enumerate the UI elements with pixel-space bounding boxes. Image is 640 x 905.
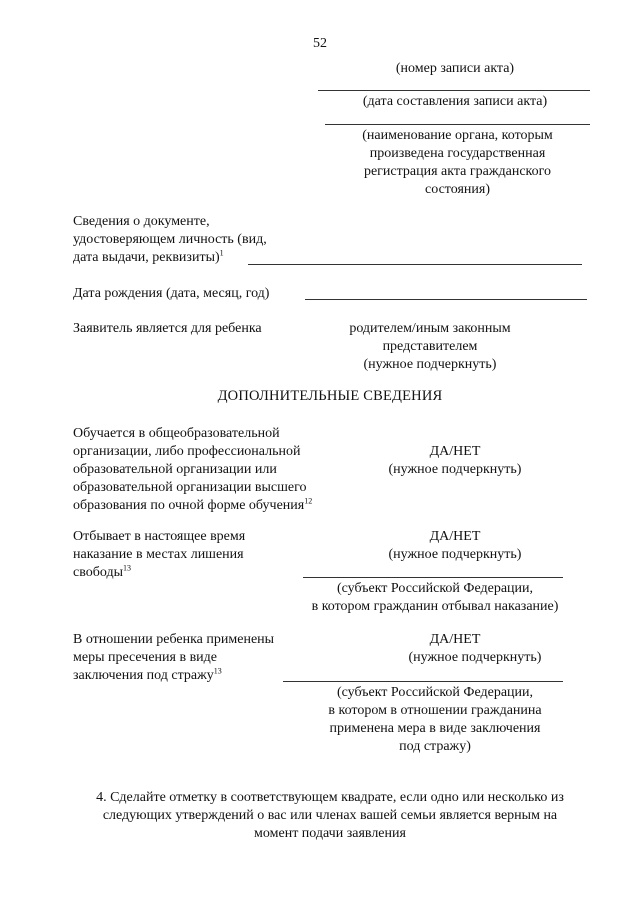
prison-hint: (нужное подчеркнуть) bbox=[388, 547, 522, 562]
detention-subject-field[interactable] bbox=[283, 681, 563, 682]
identity-document-label: Сведения о документе, удостоверяющем личность (вид, дата выдачи, реквизиты)$^1$ bbox=[73, 214, 267, 265]
detention-question: В отношении ребенка применены меры пресечения в виде заключения под стражу$^{13}$ bbox=[73, 632, 275, 683]
footnote-mark: 12 bbox=[304, 496, 313, 506]
applicant-label: Заявитель является для ребенка bbox=[73, 321, 262, 336]
detention-hint: (нужное подчеркнуть) bbox=[408, 650, 542, 665]
study-question: Обучается в общеобразовательной организации, либо профессиональной образовательной организации или образовательной организации высшего образования по очной форме обучения$^{12}$ bbox=[73, 426, 313, 513]
footnote-mark: 13 bbox=[213, 666, 222, 676]
footnote-mark: 1 bbox=[219, 248, 224, 258]
section-4-instruction: 4. Сделайте отметку в соответствующем квадрате, если одно или несколько из следующих утверждений о вас или членах вашей семьи является верным на момент подачи заявления bbox=[96, 790, 564, 841]
applicant-options: родителем/иным законным представителем (нужное подчеркнуть) bbox=[349, 321, 511, 372]
study-hint: (нужное подчеркнуть) bbox=[388, 462, 522, 477]
detention-answer[interactable]: ДА/НЕТ bbox=[429, 632, 481, 647]
birth-date-field[interactable] bbox=[305, 299, 587, 300]
footnote-mark: 13 bbox=[122, 563, 131, 573]
prison-question: Отбывает в настоящее время наказание в местах лишения свободы$^{13}$ bbox=[73, 529, 246, 580]
additional-info-title: ДОПОЛНИТЕЛЬНЫЕ СВЕДЕНИЯ bbox=[217, 388, 443, 404]
organ-caption: (наименование органа, которым произведена государственная регистрация акта гражданского состояния) bbox=[362, 128, 553, 197]
study-answer[interactable]: ДА/НЕТ bbox=[429, 444, 481, 459]
prison-subject-field[interactable] bbox=[303, 577, 563, 578]
record-date-line bbox=[318, 90, 590, 91]
prison-subject-caption: (субъект Российской Федерации, в котором гражданин отбывал наказание) bbox=[311, 581, 559, 614]
birth-date-label: Дата рождения (дата, месяц, год) bbox=[73, 286, 270, 301]
prison-answer[interactable]: ДА/НЕТ bbox=[429, 529, 481, 544]
identity-document-field[interactable] bbox=[248, 264, 582, 265]
organ-line bbox=[325, 124, 590, 125]
record-date-caption: (дата составления записи акта) bbox=[362, 94, 548, 109]
page-number: 52 bbox=[313, 36, 327, 51]
record-number-caption: (номер записи акта) bbox=[395, 61, 515, 76]
detention-subject-caption: (субъект Российской Федерации, в котором в отношении гражданина применена мера в виде заключения под стражу) bbox=[328, 685, 542, 754]
